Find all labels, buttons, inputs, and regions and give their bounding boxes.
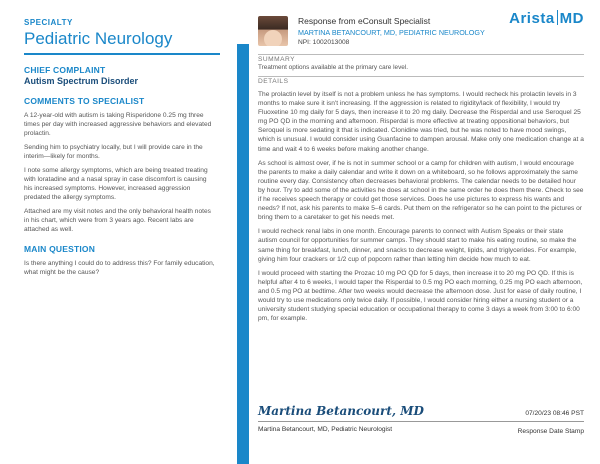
details-paragraph: As school is almost over, if he is not in summer school or a camp for children with autism, I would encourage the parents to make a daily calendar and write it down on a whiteboard, so he follows approximately the same routine every day. Consistency often decreases behavioral problems. The calendar needs to be detailed hour by hour. Try to add some of the activities he does at school in the same order he does them there. Check to see if he receives speech therapy or could get those services. Does he use pictures to express his wants and needs? If not, ask his parents to make 5–6 cards. Put them on the refrigerator so he can point to the pictures or bring them to a caretaker to get his needs met.	[258, 159, 584, 222]
referral-panel	[0, 0, 228, 464]
signer-name: Martina Betancourt, MD, Pediatric Neurologist	[258, 426, 393, 433]
response-header	[258, 16, 485, 52]
date-stamp-label: Response Date Stamp	[517, 428, 584, 435]
divider	[24, 53, 220, 55]
details-body	[258, 90, 584, 328]
response-timestamp: 07/20/23 08:46 PST	[525, 410, 584, 417]
details-label: DETAILS	[258, 76, 584, 85]
comment-paragraph: Attached are my visit notes and the only behavioral health notes in his chart, which were from 3 years ago. Recent labs are attached as well.	[24, 208, 211, 233]
comment-paragraph: A 12-year-old with autism is taking Risperidone 0.25 mg three times per day with increased aggressive behaviors and elevated prolactin.	[24, 112, 212, 137]
details-paragraph: I would recheck renal labs in one month. Encourage parents to connect with Autism Speaks or their state autism council for opportunities for summer camps. They should start to make his eating routine, so make the same thing for breakfast, lunch, dinner, and snacks to decrease weight, lipids, and triglycerides. For example, giving him four crackers or 1/2 cup of popcorn rather than letting him decide how much to eat.	[258, 228, 577, 263]
avatar	[258, 16, 288, 46]
signature-block	[258, 404, 584, 433]
comment-paragraph: I note some allergy symptoms, which are being treated treating with loratadine and a nasal spray in case discomfort is causing his increased symptoms. However, increased aggression predated the allergy symptoms.	[24, 167, 208, 201]
chief-complaint: Autism Spectrum Disorder	[24, 76, 139, 86]
accent-bar	[237, 44, 249, 464]
response-from: Response from eConsult Specialist	[298, 16, 431, 26]
brand-separator	[557, 10, 558, 25]
signature: Martina Betancourt, MD	[258, 404, 424, 418]
comments-heading: COMMENTS TO SPECIALIST	[24, 96, 145, 106]
main-question-heading: MAIN QUESTION	[24, 244, 96, 254]
details-paragraph: The prolactin level by itself is not a problem unless he has symptoms. I would recheck his prolactin levels in 3 months to make sure it isn't increasing. If the aggression is related to rigidity/lack of flexibility, I would try Fluoxetine 10 mg daily for 5 days, then increase it to 20 mg daily. Decrease the Risperdal and use Seroquel 25 mg PO QD in the morning and afternoon. Risperdal is more effective at treating oppositional behaviors, but Seroquel is more sedating it that is indicated. Clonidine was tried, but he was noted to have mood swings, which is unusual. I would consider using Guanfacine to dampen arousal. Make only one medication change at a time and wait 4 to 6 weeks before making another change.	[258, 91, 584, 153]
specialist-name: MARTINA BETANCOURT, MD, PEDIATRIC NEUROLOGY	[298, 28, 485, 37]
brand-logo	[509, 10, 584, 27]
details-paragraph: I would proceed with starting the Prozac 10 mg PO QD for 5 days, then increase it to 20 mg PO QD. If this is helpful after 4 to 6 weeks, I would taper the Risperdal to 0.5 mg PO each morning, 0.25 mg PO each afternoon, and 0.5 mg PO at bedtime. After two weeks would decrease the afternoon dose. Just for ease of daily routine, I would try to use medications only twice daily. If possible, I would consider hiring either a nursing student or a university student studying special education or occupational therapy to come 3 days a week from 3:00 to 6:00 pm, for example.	[258, 269, 583, 323]
chief-complaint-heading: CHIEF COMPLAINT	[24, 65, 106, 75]
summary-label: SUMMARY	[258, 54, 584, 63]
comment-paragraph: Sending him to psychiatry locally, but I will provide care in the interim—likely for months.	[24, 144, 203, 160]
npi-number: NPI: 1002013008	[298, 39, 350, 46]
brand-name: Arista	[509, 10, 555, 27]
specialty-name: Pediatric Neurology	[24, 29, 173, 48]
specialty-label: SPECIALTY	[24, 18, 73, 27]
summary-text: Treatment options available at the primary care level.	[258, 64, 409, 71]
signature-rule	[258, 421, 584, 422]
brand-suffix: MD	[559, 10, 584, 27]
response-panel	[258, 0, 592, 464]
main-question: Is there anything I could do to address this? For family education, what might be the cause?	[24, 260, 215, 276]
